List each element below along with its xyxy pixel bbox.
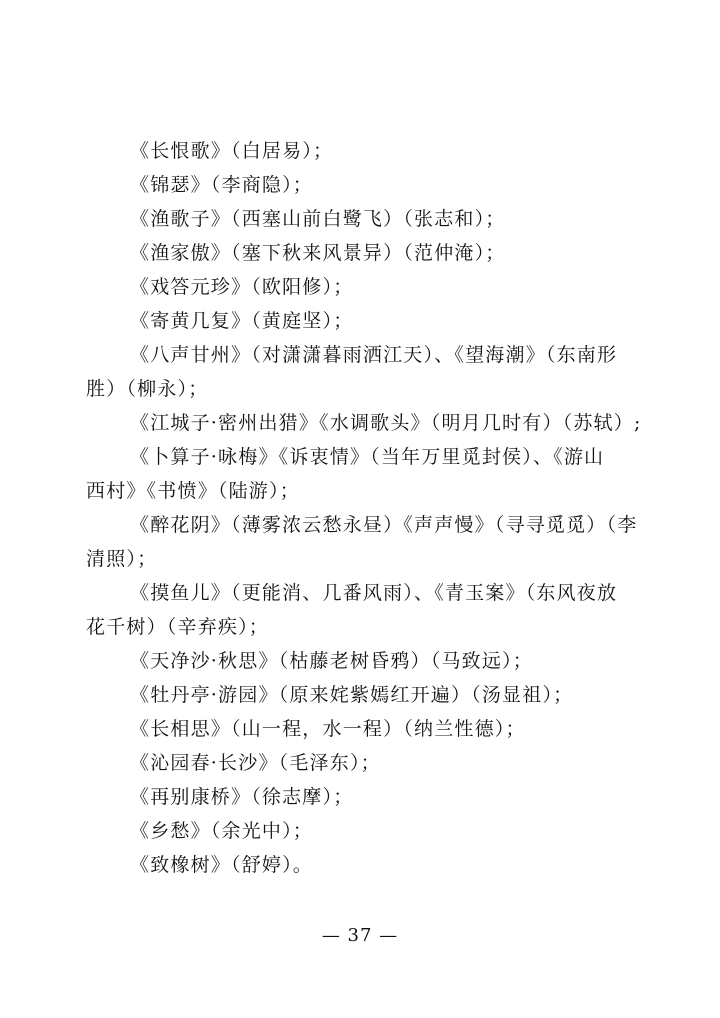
- list-line: 《戏答元珍》（欧阳修）；: [130, 276, 354, 298]
- list-line: 《卜算子·咏梅》《诉衷情》（当年万里觅封侯）、《游山: [130, 446, 605, 468]
- list-line: 《天净沙·秋思》（枯藤老树昏鸦）（马致远）；: [130, 650, 533, 672]
- list-line: 《醉花阴》（薄雾浓云愁永昼）《声声慢》（寻寻觅觅）（李: [130, 514, 638, 536]
- list-line: 《牡丹亭·游园》（原来姹紫嫣红开遍）（汤显祖）；: [130, 684, 574, 706]
- list-line: 《致橡树》（舒婷）。: [130, 854, 314, 876]
- list-line: 《八声甘州》（对潇潇暮雨洒江天）、《望海潮》（东南形: [130, 344, 618, 366]
- list-line: 《沁园春·长沙》（毛泽东）；: [130, 752, 381, 774]
- list-line: 《渔歌子》（西塞山前白鹭飞）（张志和）；: [130, 208, 506, 230]
- list-line-continuation: 西村》《书愤》（陆游）；: [86, 480, 300, 502]
- list-line: 《江城子·密州出猎》《水调歌头》（明月几时有）（苏轼）;: [130, 412, 642, 434]
- list-line-continuation: 清照）；: [86, 548, 158, 570]
- page-number: — 37 —: [321, 925, 399, 946]
- list-line: 《再别康桥》（徐志摩）；: [130, 786, 354, 808]
- list-line: 《寄黄几复》（黄庭坚）；: [130, 310, 354, 332]
- list-line-continuation: 花千树）（辛弃疾）；: [86, 616, 270, 638]
- list-line: 《乡愁》（余光中）；: [130, 820, 314, 842]
- list-line-continuation: 胜）（柳永）；: [86, 378, 209, 400]
- list-line: 《锦瑟》（李商隐）；: [130, 174, 314, 196]
- list-line: 《长恨歌》（白居易）；: [130, 140, 334, 162]
- list-line: 《摸鱼儿》（更能消、几番风雨）、《青玉案》（东风夜放: [130, 582, 618, 604]
- list-line: 《渔家傲》（塞下秋来风景异）（范仲淹）；: [130, 242, 506, 264]
- list-line: 《长相思》（山一程，水一程）（纳兰性德）；: [130, 718, 526, 740]
